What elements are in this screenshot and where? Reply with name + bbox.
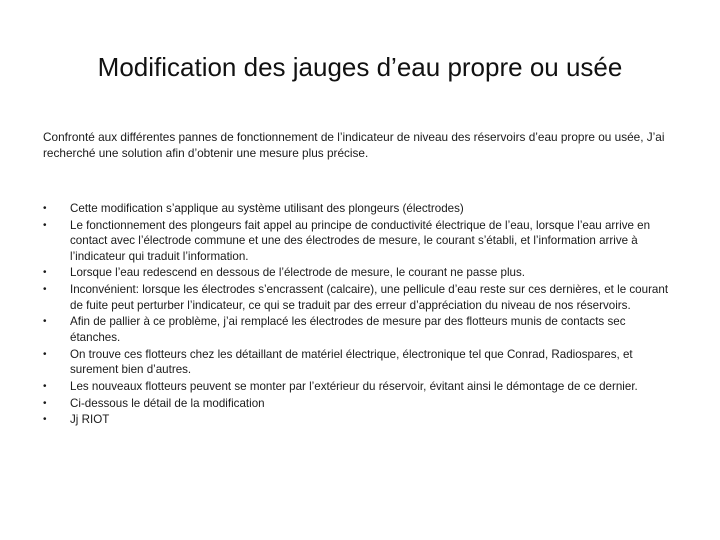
list-item-text: Lorsque l’eau redescend en dessous de l’électrode de mesure, le courant ne passe plus. <box>70 266 526 280</box>
list-item <box>43 201 675 216</box>
list-item-text: Les nouveaux flotteurs peuvent se monter par l’extérieur du réservoir, évitant ainsi le démontage de ce dernier. <box>70 379 638 393</box>
list-item-text: Inconvénient: lorsque les électrodes s’encrassent (calcaire), une pellicule d’eau reste sur ces dernières, et le courant de fuite peut perturber l’indicateur, ce qui se traduit par des erreur d’appréciation du niveau de nos réservoirs. <box>70 283 669 312</box>
bullet-icon: • <box>43 414 47 426</box>
list-item <box>43 265 675 280</box>
slide-title: Modification des jauges d’eau propre ou usée <box>97 52 623 82</box>
bullet-icon: • <box>43 219 47 231</box>
bullet-icon: • <box>43 380 47 392</box>
list-item-text: Le fonctionnement des plongeurs fait appel au principe de conductivité électrique de l’eau, lorsque l’eau arrive en contact avec l’électrode commune et une des électrodes de mesure, le courant s’établi, et l’information arrive à l’indicateur qui traduit l’information. <box>70 218 651 263</box>
list-item <box>43 396 675 411</box>
list-item <box>43 379 675 394</box>
list-item-text: Ci-dessous le détail de la modification <box>70 396 265 410</box>
list-item <box>43 282 675 313</box>
list-item-text: Jj RIOT <box>70 413 110 427</box>
bullet-icon: • <box>43 203 47 214</box>
bullet-icon: • <box>43 284 47 296</box>
list-item-text: On trouve ces flotteurs chez les détaillant de matériel électrique, électronique tel que Conrad, Radiospares, et surement bien d’autres. <box>70 347 633 377</box>
list-item <box>43 347 675 378</box>
bullet-icon: • <box>43 348 47 360</box>
list-item <box>43 218 675 264</box>
list-item-text: Cette modification s’applique au système utilisant des plongeurs (électrodes) <box>70 202 464 215</box>
bullet-list <box>43 201 675 429</box>
intro-paragraph: Confronté aux différentes pannes de fonctionnement de l’indicateur de niveau des réservoirs d’eau propre ou usée, J’ai recherché une solution afin d’obtenir une mesure plus précise. <box>43 130 665 160</box>
list-item-text: Afin de pallier à ce problème, j’ai remplacé les électrodes de mesure par des flotteurs munis de contacts sec étanches. <box>70 315 626 344</box>
list-item <box>43 412 675 427</box>
list-item <box>43 314 675 345</box>
bullet-icon: • <box>43 267 47 279</box>
bullet-icon: • <box>43 397 47 409</box>
bullet-icon: • <box>43 316 47 328</box>
